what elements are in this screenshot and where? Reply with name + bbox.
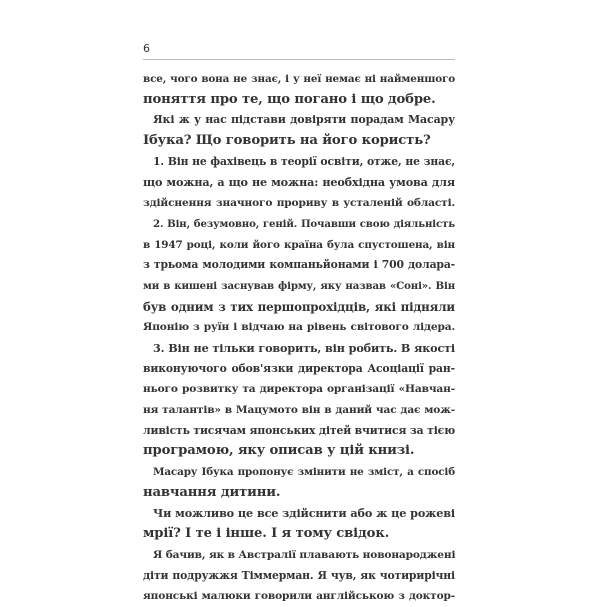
text-line: ми в кишені заснував фірму, яку назвав «Соні». Він	[143, 279, 455, 292]
text-line: програмою, яку описав у цій книзі.	[143, 443, 415, 459]
body-text	[143, 69, 455, 607]
text-line: Які ж у нас підстави довіряти порадам Масару	[153, 113, 455, 127]
header-rule	[143, 59, 455, 60]
text-line: здійснення значного прориву в усталеній області.	[143, 197, 455, 210]
text-line: 1. Він не фахівець в теорії освіти, отже, не знає,	[153, 154, 455, 168]
text-line: поняття про те, що погано і що добре.	[143, 91, 436, 107]
text-line: виконуючого обов'язки директора Асоціації ран-	[143, 361, 455, 375]
text-line: в 1947 році, коли його країна була спустошена, він	[143, 238, 455, 251]
text-line: 2. Він, безумовно, геній. Почавши свою діяльність	[153, 217, 455, 230]
text-line: Японію з руїн і відчаю на рівень світового лідера.	[143, 321, 455, 334]
text-line: діти подружжя Тіммерман. Я чув, як чотирирічні	[143, 568, 455, 582]
text-line: Чи можливо це все здійснити або ж це рожеві	[153, 506, 455, 521]
text-line: Я бачив, як в Австралії плавають новонароджені	[153, 548, 456, 561]
text-line: все, чого вона не знає, і у неї немає ні найменшого	[143, 73, 455, 85]
text-line: 3. Він не тільки говорить, він робить. В якості	[153, 340, 455, 355]
page-number: 6	[143, 42, 150, 55]
text-line: з трьома молодими компаньйонами і 700 долара-	[143, 258, 455, 272]
text-line: був одним з тих першопрохідців, які підняли	[143, 299, 455, 314]
text-line: Масару Ібука пропонує змінити не зміст, а спосіб	[153, 466, 455, 479]
text-line: Ібука? Що говорить на його користь?	[143, 133, 431, 149]
text-line: ня талантів» в Мацумото він в даний час дає мож-	[143, 404, 455, 416]
text-line: ливість тисячам японських дітей вчитися за тією	[143, 423, 455, 437]
text-line: нього розвитку та директора організації «Навчан-	[143, 383, 455, 396]
text-line: мрії? І те і інше. І я тому свідок.	[143, 526, 390, 542]
text-line: навчання дитини.	[143, 484, 281, 500]
text-line: японські малюки говорили англійською з доктор-	[143, 590, 455, 603]
text-line: що можна, а що не можна: необхідна умова для	[143, 175, 455, 190]
book-page	[143, 40, 455, 607]
